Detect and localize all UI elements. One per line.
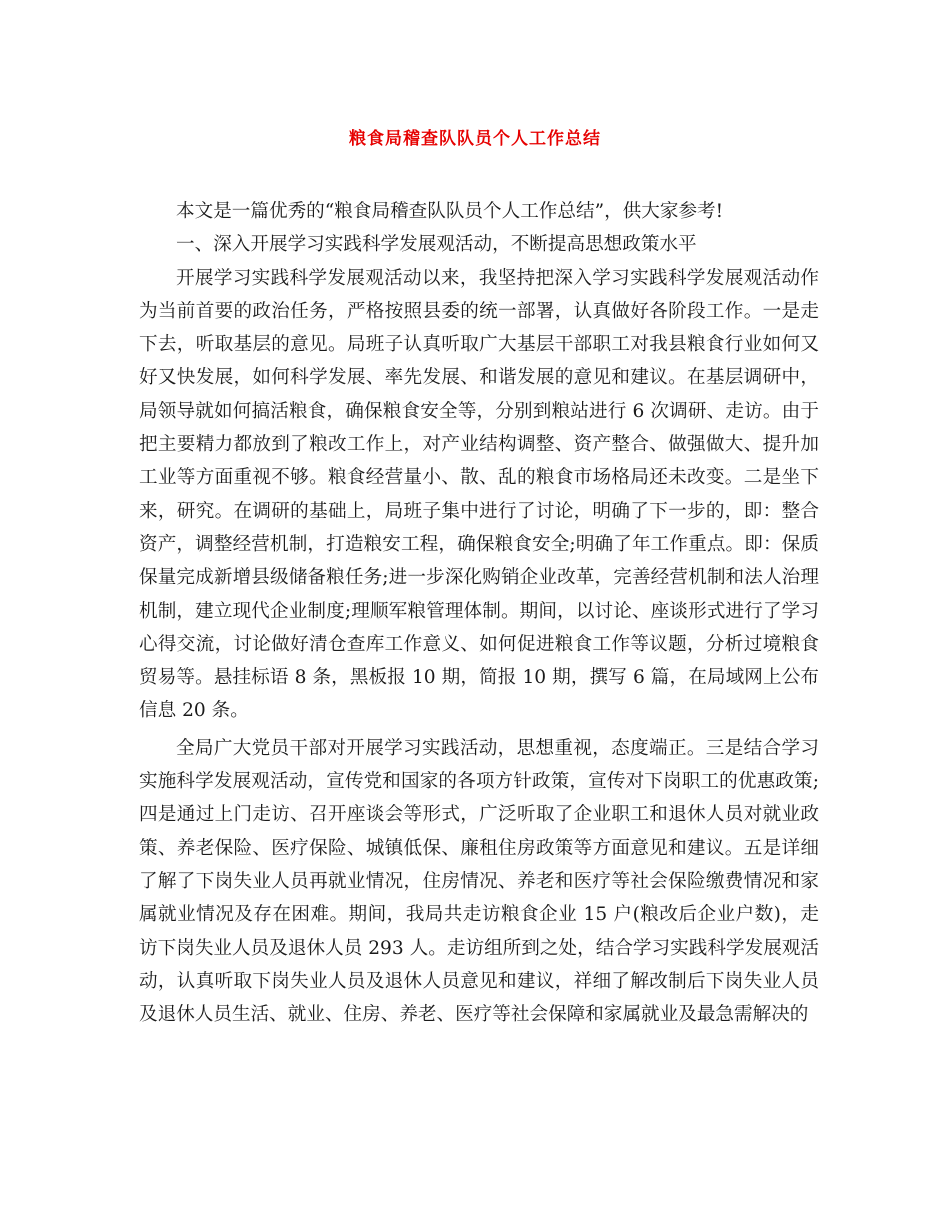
body-paragraph: 开展学习实践科学发展观活动以来，我坚持把深入学习实践科学发展观活动作为当前首要的政治任务，严格按照县委的统一部署，认真做好各阶段工作。一是走下去，听取基层的意见。局班子认真听取广大基层干部职工对我县粮食行业如何又好又快发展，如何科学发展、率先发展、和谐发展的意见和建议。在基层调研中，局领导就如何搞活粮食，确保粮食安全等，分别到粮站进行 6 次调研、走访。由于把主要精力都放到了粮改工作上，对产业结构调整、资产整合、做强做大、提升加工业等方面重视不够。粮食经营量小、散、乱的粮食市场格局还未改变。二是坐下来，研究。在调研的基础上，局班子集中进行了讨论，明确了下一步的，即：整合资产，调整经营机制，打造粮安工程，确保粮食安全;明确了年工作重点。即：保质保量完成新增县级储备粮任务;进一步深化购销企业改革，完善经营机制和法人治理机制，建立现代企业制度;理顺军粮管理体制。期间，以讨论、座谈形式进行了学习心得交流，讨论做好清仓查库工作意义、如何促进粮食工作等议题，分析过境粮食贸易等。悬挂标语 8 条，黑板报 10 期，简报 10 期，撰写 6 篇，在局域网上公布信息 20 条。 bbox=[139, 267, 819, 722]
document-body bbox=[139, 195, 819, 1031]
intro-paragraph: 本文是一篇优秀的“粮食局稽查队队员个人工作总结”，供大家参考! bbox=[176, 201, 724, 222]
body-paragraph: 全局广大党员干部对开展学习实践活动，思想重视，态度端正。三是结合学习实施科学发展观活动，宣传党和国家的各项方针政策，宣传对下岗职工的优惠政策;四是通过上门走访、召开座谈会等形式，广泛听取了企业职工和退休人员对就业政策、养老保险、医疗保险、城镇低保、廉租住房政策等方面意见和建议。五是详细了解了下岗失业人员再就业情况，住房情况、养老和医疗等社会保险缴费情况和家属就业情况及存在困难。期间，我局共走访粮食企业 15 户(粮改后企业户数)，走访下岗失业人员及退休人员 293 人。走访组所到之处，结合学习实践科学发展观活动，认真听取下岗失业人员及退休人员意见和建议，祥细了解改制后下岗失业人员及退休人员生活、就业、住房、养老、医疗等社会保障和家属就业及最急需解决的 bbox=[139, 737, 819, 1026]
document-title: 粮食局稽查队队员个人工作总结 bbox=[349, 129, 601, 149]
section-heading: 一、深入开展学习实践科学发展观活动，不断提高思想政策水平 bbox=[176, 234, 697, 256]
